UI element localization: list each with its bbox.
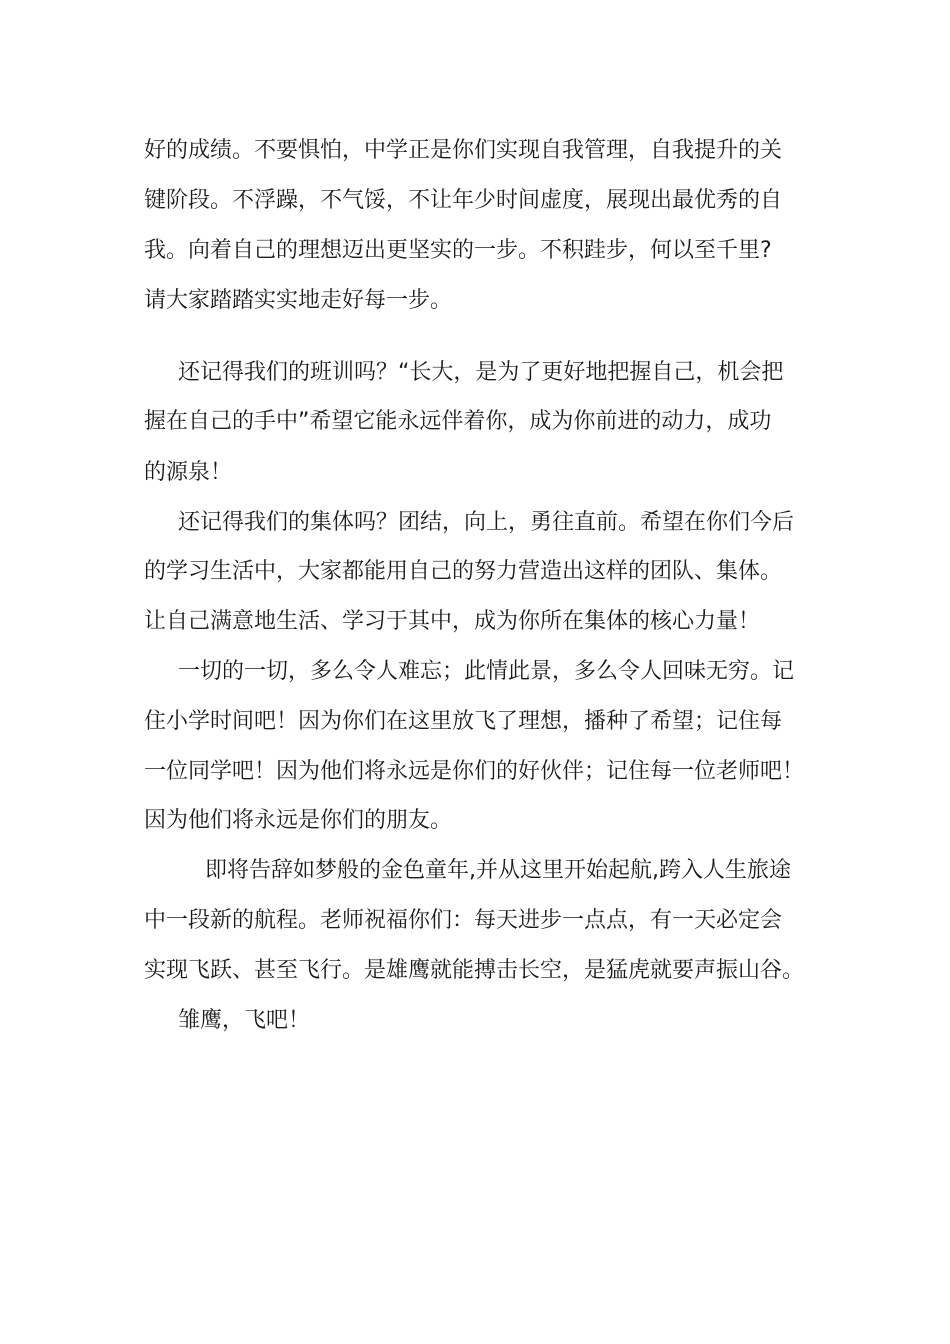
text-line: 好的成绩。不要惧怕，中学正是你们实现自我管理，自我提升的关 bbox=[144, 138, 783, 163]
text-line: 一位同学吧！因为他们将永远是你们的好伙伴；记住每一位老师吧！ bbox=[144, 759, 805, 784]
text-line: 还记得我们的班训吗？“长大，是为了更好地把握自己，机会把 bbox=[178, 360, 784, 385]
text-line: 键阶段。不浮躁，不气馁，不让年少时间虚度，展现出最优秀的自 bbox=[144, 188, 783, 213]
text-line: 还记得我们的集体吗？团结，向上，勇往直前。希望在你们今后 bbox=[178, 510, 795, 535]
text-line: 让自己满意地生活、学习于其中，成为你所在集体的核心力量！ bbox=[144, 609, 761, 634]
text-line: 一切的一切，多么令人难忘；此情此景，多么令人回味无穷。记 bbox=[178, 659, 795, 684]
text-line: 即将告辞如梦般的金色童年,并从这里开始起航,跨入人生旅途 bbox=[205, 858, 791, 883]
text-line: 雏鹰，飞吧！ bbox=[178, 1008, 311, 1033]
text-line: 因为他们将永远是你们的朋友。 bbox=[144, 808, 453, 833]
text-line: 请大家踏踏实实地走好每一步。 bbox=[144, 288, 453, 313]
text-line: 实现飞跃、甚至飞行。是雄鹰就能搏击长空，是猛虎就要声振山谷。 bbox=[144, 958, 805, 983]
text-line: 握在自己的手中”希望它能永远伴着你，成为你前进的动力，成功 bbox=[144, 409, 772, 434]
text-line: 的源泉！ bbox=[144, 460, 233, 485]
text-line: 的学习生活中，大家都能用自己的努力营造出这样的团队、集体。 bbox=[144, 559, 783, 584]
text-line: 中一段新的航程。老师祝福你们：每天进步一点点，有一天必定会 bbox=[144, 908, 783, 933]
text-line: 我。向着自己的理想迈出更坚实的一步。不积跬步，何以至千里? bbox=[144, 238, 772, 263]
text-line: 住小学时间吧！因为你们在这里放飞了理想，播种了希望；记住每 bbox=[144, 709, 783, 734]
